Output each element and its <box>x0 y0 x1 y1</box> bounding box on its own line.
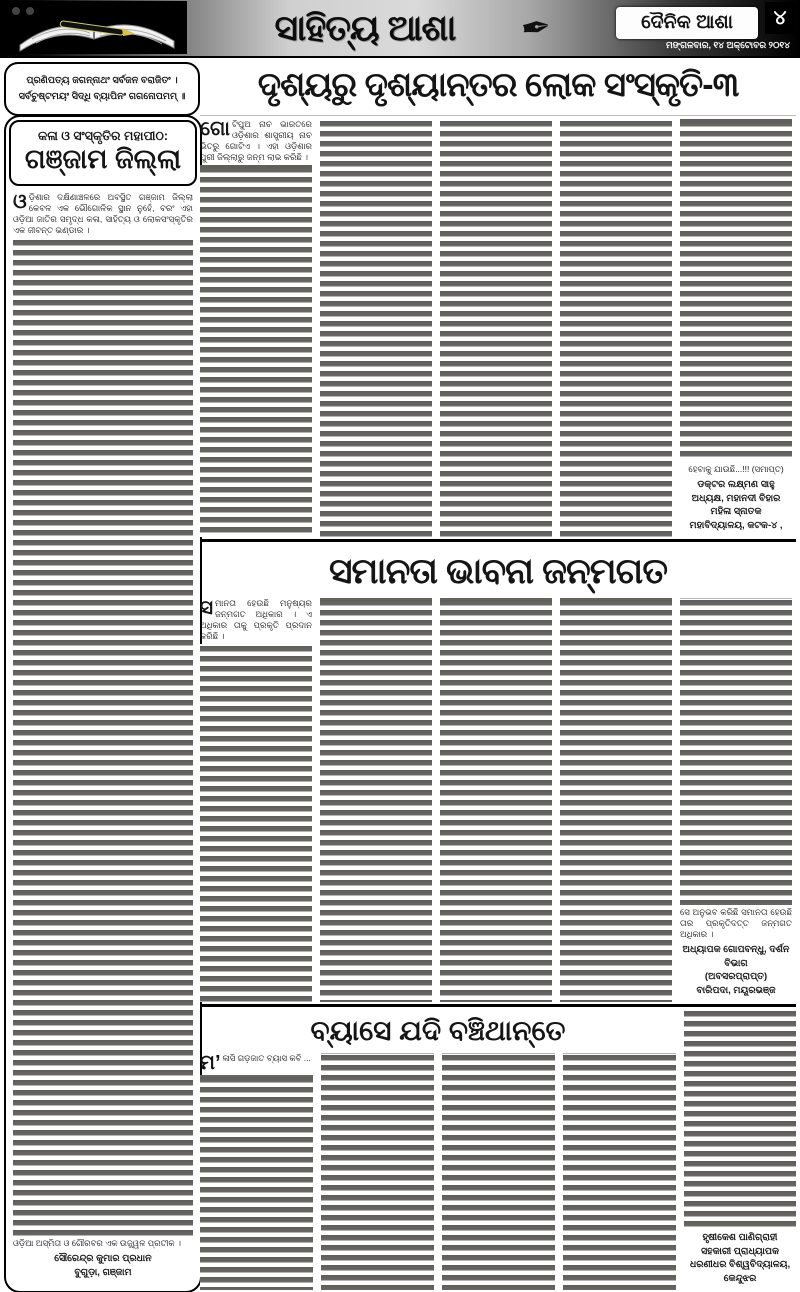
newspaper-logo: ଦୈନିକ ଆଶା <box>616 7 758 39</box>
body-text-block <box>440 119 552 537</box>
body-text-block <box>560 598 672 1002</box>
top-article-columns <box>200 115 796 537</box>
text-column <box>680 598 792 1002</box>
byline-author: ଡକ୍ଟର ଲକ୍ଷ୍ମଣ ସାହୁ <box>697 478 775 490</box>
bottom-article-headline: ବ୍ୟାସେ ଯଦି ବଞ୍ଚିଥାନ୍ତେ <box>310 1014 566 1046</box>
page-number-badge: ୪ <box>765 2 795 34</box>
top-article-byline <box>680 475 792 537</box>
byline-place: ବୁଗୁଡ଼ା, ଗଞ୍ଜାମ <box>74 1267 132 1279</box>
text-column <box>200 1053 313 1290</box>
body-text-block <box>560 119 672 537</box>
left-article-byline <box>13 1249 193 1284</box>
body-text-block <box>684 1009 796 1228</box>
text-column <box>440 598 552 1002</box>
middle-article-columns <box>200 598 796 1002</box>
body-text-block <box>320 598 432 1002</box>
body-text-block <box>200 165 312 537</box>
text-column <box>321 1053 434 1290</box>
middle-article-lead: ସମାନତା ହେଉଛି ମନୁଷ୍ୟର ଜନ୍ମଗତ ଅଧିକାର । ଏ ଅଧିକାର ତାକୁ ପ୍ରକୃତି ପ୍ରଦାନ କରିଛି । <box>200 598 312 641</box>
text-column <box>680 119 792 537</box>
body-text-block <box>320 119 432 537</box>
left-article-title-box <box>9 120 197 186</box>
sanskrit-quote-box <box>4 62 200 116</box>
section-divider <box>200 539 796 542</box>
pen-nib-icon: ✒ <box>518 5 554 50</box>
byline-author: ସୌରେନ୍ଦ୍ର କୁମାର ପ୍ରଧାନ <box>54 1253 152 1265</box>
text-column <box>684 1009 796 1290</box>
byline-institution: ମହାବିଦ୍ୟାଳୟ, କଟକ-୪ , <box>689 520 783 532</box>
byline-author: ଅଧ୍ୟାପକ ଗୋପବନ୍ଧୁ, ଦର୍ଶନ ବିଭାଗ <box>682 943 790 969</box>
body-text-block <box>440 598 552 1002</box>
bottom-article-lead: ମ’ଳାସି ଗଡ଼ଜାତ ବ୍ୟାସ କବି ... <box>200 1053 311 1073</box>
left-article-kicker: କଳା ଓ ସଂସ୍କୃତିର ମହାପୀଠ: <box>37 129 169 143</box>
middle-article-headline: ସମାନତା ଭାବନା ଜନ୍ମଗତ <box>329 549 667 591</box>
text-column <box>563 1053 676 1290</box>
byline-place: କେନ୍ଦୁଝର <box>723 1273 757 1285</box>
text-column <box>200 119 312 537</box>
quote-line-2: ସର୍ବଚୁଷ୍ଟମୟଂ ସିଦ୍ଧି ବ୍ୟାପିନଂ ଗଗନୋପମମ୍ ॥ <box>18 91 186 102</box>
body-text-block <box>442 1053 555 1290</box>
body-text-block <box>200 1075 313 1290</box>
middle-article-closing: ସେ ଅନୁଭବ କରିଛି ସମାନତା ହେଉଛି ତାର ପ୍ରକୃତିଦତ୍ତ ଜନ୍ମଗତ ଅଧିକାର । <box>680 906 792 939</box>
open-book-pen-image <box>2 1 187 54</box>
byline-status: (ଅବସରପ୍ରାପ୍ତ) <box>704 971 768 983</box>
bottom-article <box>200 1009 796 1290</box>
text-column <box>320 119 432 537</box>
text-column <box>200 598 312 1002</box>
text-column <box>560 598 672 1002</box>
left-article-title: ଗଞ୍ଜାମ ଜିଲ୍ଲା <box>24 144 182 174</box>
top-article-endnote: ହେବାକୁ ଯାଉଛି...!!! (ସମାପ୍ତ) <box>688 463 784 474</box>
quote-line-1: ପ୍ରଣିପତ୍ୟ ଜଗନ୍ନାଥଂ ସର୍ବଜନ ବରାଜିତଂ । <box>26 74 178 86</box>
left-article-lead: ଓଡ଼ିଶାର ଦକ୍ଷିଣାଞ୍ଚଳରେ ଅବସ୍ଥିତ ଗଞ୍ଜାମ ଜିଲ୍ଲା କେବଳ ଏକ ଭୌଗୋଳିକ ସ୍ଥାନ ନୁହେଁ, ବରଂ ଏହା ଓଡ଼ିଆ ଜାତିର ସମୃଦ୍ଧ କଳା, ସାହିତ୍ୟ ଓ ଲୋକସଂସ୍କୃତିର ଏକ ଜୀବନ୍ତ ଭଣ୍ଡାର । <box>13 192 193 236</box>
text-column <box>560 119 672 537</box>
body-text-block <box>680 119 792 461</box>
byline-place: ବାରିପଦା, ମୟୂରଭଞ୍ଜ <box>696 985 776 997</box>
body-text-block <box>13 238 193 1236</box>
left-article-body <box>9 186 197 1288</box>
right-region <box>200 115 796 1292</box>
middle-article-byline <box>680 940 792 1002</box>
left-article <box>4 115 202 1292</box>
body-text-block <box>563 1053 676 1290</box>
bottom-article-byline <box>684 1228 796 1290</box>
masthead-title: ସାହିତ୍ୟ ଆଶା <box>274 6 456 48</box>
body-text-block <box>200 644 312 1002</box>
body-text-block <box>321 1053 434 1290</box>
byline-author: ହୃଷୀକେଶ ପାଣିଗ୍ରାହୀ <box>702 1231 778 1243</box>
text-column <box>442 1053 555 1290</box>
text-column <box>320 598 432 1002</box>
header-banner <box>0 0 800 58</box>
left-article-closing: ଓଡ଼ିଆ ଅସ୍ମିତା ଓ ଗୌରବର ଏକ ଉଜ୍ଜ୍ୱଳ ପ୍ରତୀକ । <box>13 1238 181 1249</box>
main-headline: ଦୃଶ୍ୟରୁ ଦୃଶ୍ୟାନ୍ତର ଲୋକ ସଂସ୍କୃତି-୩ <box>257 65 739 104</box>
date-line: ମଙ୍ଗଳବାର, ୧୪ ଅକ୍ଟୋବର ୨୦୧୪ <box>665 40 790 50</box>
text-column <box>440 119 552 537</box>
byline-institution: ଧରଣୀଧର ବିଶ୍ୱବିଦ୍ୟାଳୟ, <box>689 1259 791 1271</box>
bottom-article-main <box>200 1009 676 1290</box>
top-article-lead: ଗୋଟିପୁଅ ନାଚ ଭାରତରେ ଓଡ଼ିଶାର ଶାସ୍ତ୍ରୀୟ ନାଚ ଭିତରୁ ଗୋଟିଏ । ଏହା ଓଡ଼ିଶାର ପୁରୀ ଜିଲ୍ଲାରୁ ଜନ୍ମ ଲାଭ କରିଛି । <box>200 119 312 162</box>
byline-designation: ସହକାରୀ ପ୍ରାଧ୍ୟାପକ <box>700 1245 780 1257</box>
bottom-article-columns <box>200 1053 676 1290</box>
byline-designation: ଅଧ୍ୟକ୍ଷ, ମହାନଦୀ ବିହାର ମହିଳା ସ୍ନାତକ <box>691 492 781 518</box>
section-divider <box>200 1004 796 1007</box>
body-text-block <box>680 598 792 905</box>
